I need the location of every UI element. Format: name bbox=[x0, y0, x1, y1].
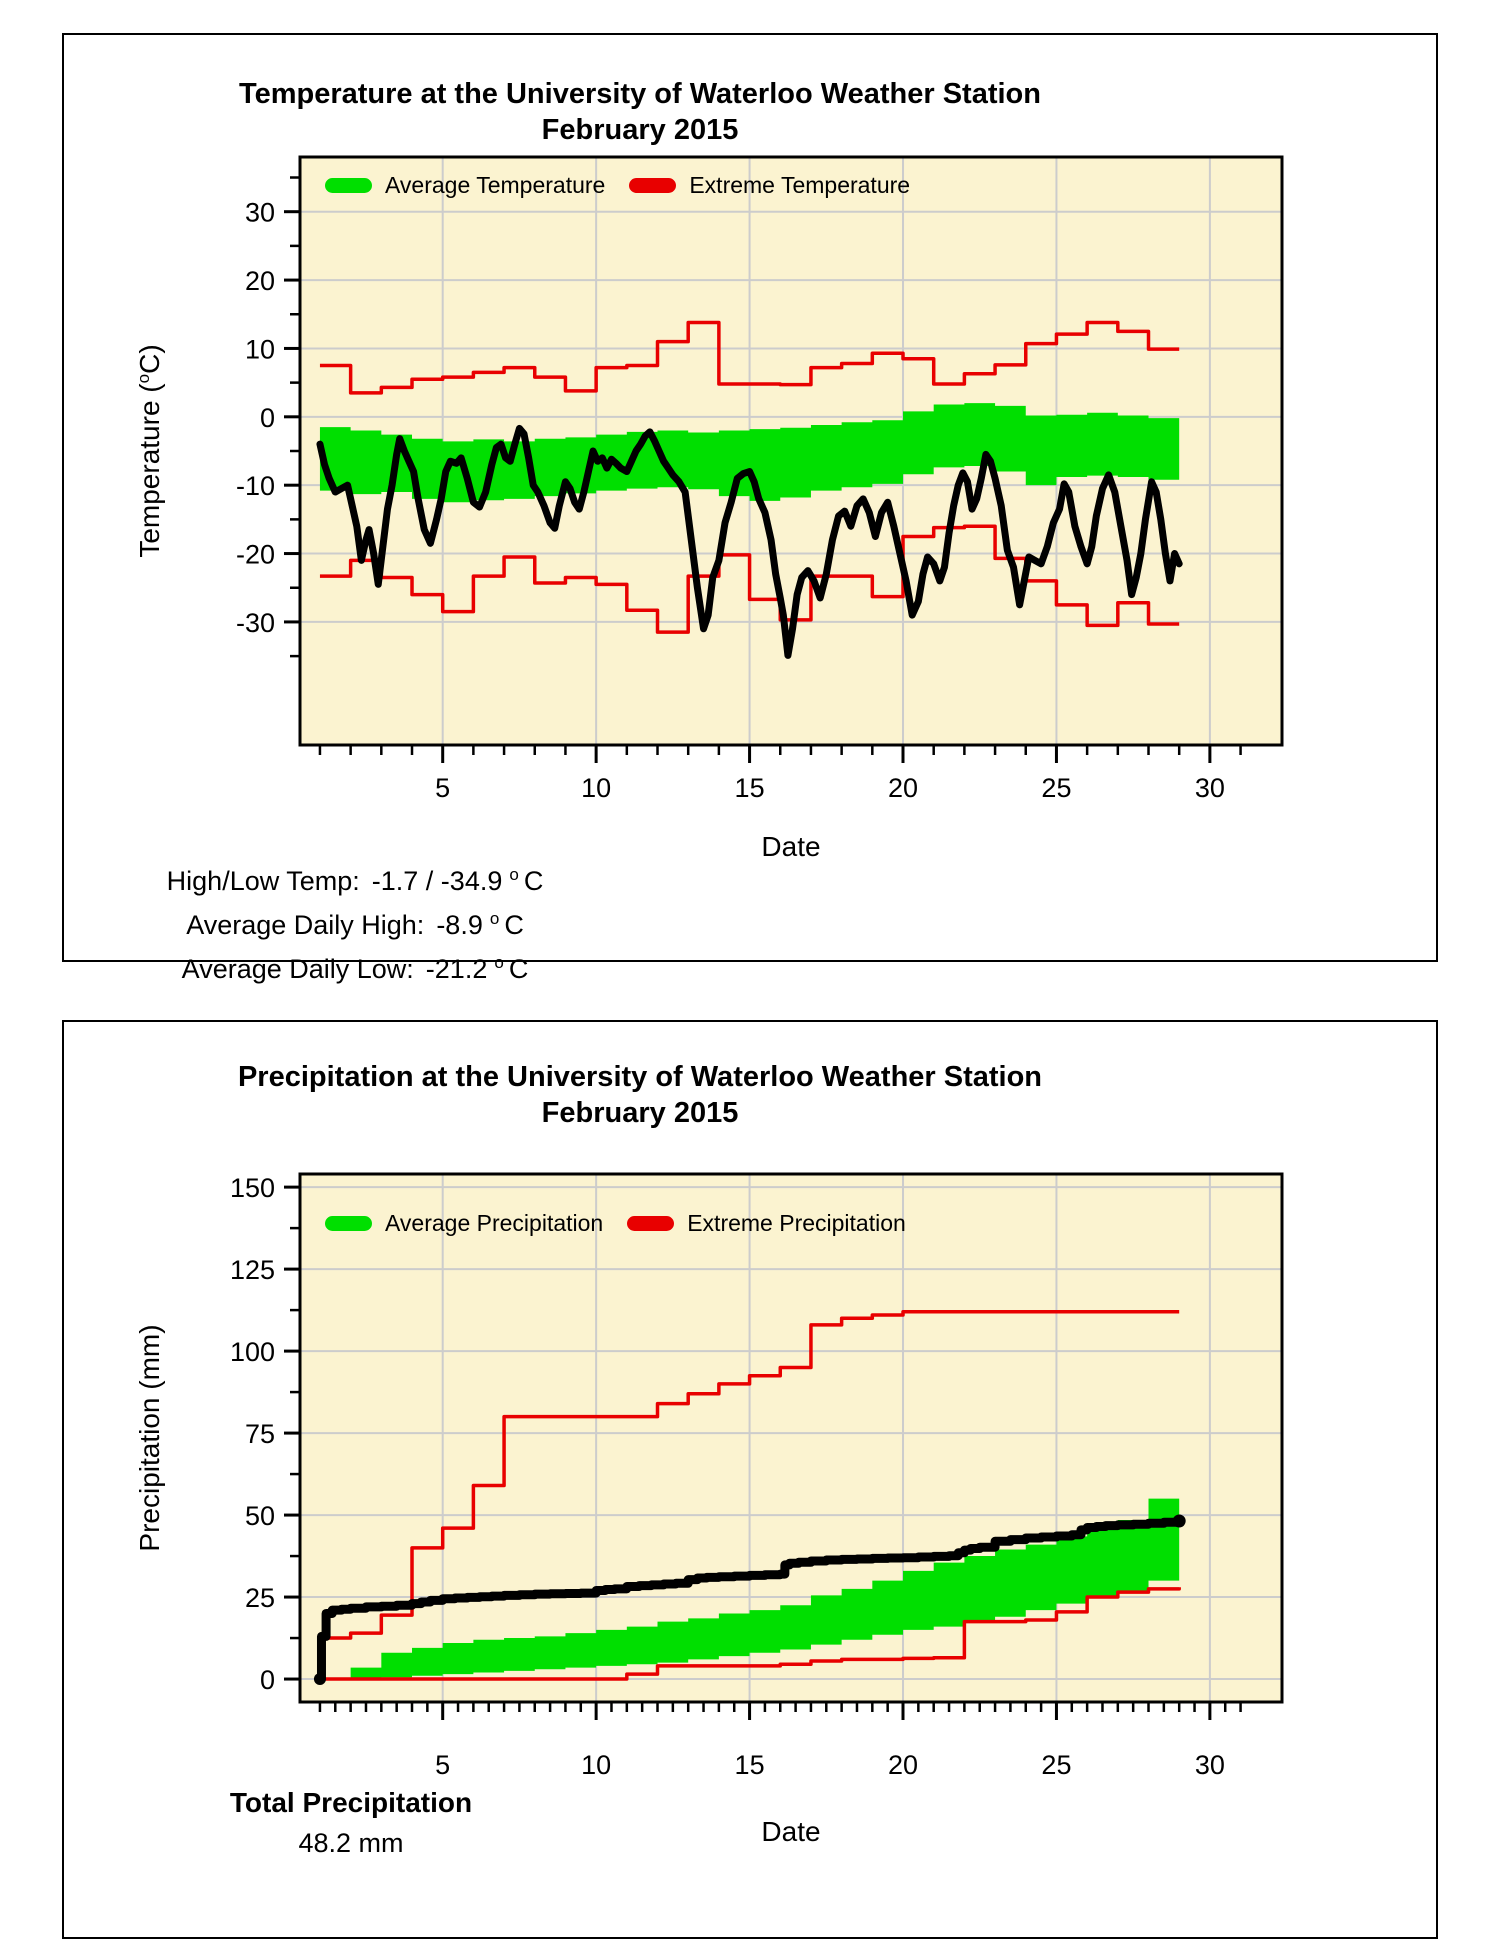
y-tick-label: 100 bbox=[229, 1337, 275, 1368]
x-tick-label: 15 bbox=[734, 773, 765, 803]
y-tick-label: 50 bbox=[244, 1501, 275, 1532]
average-daily-low-stat: Average Daily Low: -21.2 $^o$ C bbox=[181, 953, 529, 984]
x-tick-label: 5 bbox=[435, 773, 451, 803]
x-tick-label: 25 bbox=[1041, 1750, 1072, 1780]
precipitation-chart bbox=[229, 1173, 1282, 1780]
y-tick-label: 150 bbox=[229, 1173, 275, 1204]
extreme-temperature-legend-label: Extreme Temperature bbox=[689, 171, 911, 198]
x-tick-label: 25 bbox=[1041, 773, 1072, 803]
extreme-precipitation-swatch bbox=[627, 1216, 674, 1231]
extreme-temperature-swatch bbox=[629, 178, 676, 193]
y-tick-label: -10 bbox=[235, 471, 275, 502]
high-low-temp-stat: High/Low Temp: -1.7 / -34.9 $^o$ C bbox=[166, 865, 544, 896]
precipitation-total bbox=[181, 1782, 521, 1864]
temperature-x-axis-label: Date bbox=[761, 831, 821, 862]
average-precipitation-legend-label: Average Precipitation bbox=[385, 1209, 604, 1236]
temperature-panel bbox=[62, 33, 1438, 984]
precipitation-subtitle: February 2015 bbox=[541, 1097, 739, 1129]
x-tick-label: 30 bbox=[1194, 773, 1225, 803]
y-tick-label: -30 bbox=[235, 607, 275, 638]
precipitation-panel bbox=[62, 1020, 1438, 1939]
temperature-chart bbox=[235, 157, 1282, 803]
total-precipitation-value: 48.2 mm bbox=[298, 1828, 404, 1858]
y-tick-label: 75 bbox=[244, 1419, 275, 1450]
precipitation-x-axis-label: Date bbox=[761, 1816, 821, 1847]
average-temperature-swatch bbox=[325, 178, 372, 193]
y-tick-label: 0 bbox=[259, 402, 275, 433]
precipitation-title: Precipitation at the University of Waterloo Weather Station bbox=[237, 1061, 1043, 1093]
x-tick-label: 20 bbox=[887, 773, 919, 803]
y-tick-label: 30 bbox=[244, 197, 275, 228]
temperature-stats bbox=[120, 856, 590, 988]
x-tick-label: 5 bbox=[435, 1750, 451, 1780]
y-tick-label: 0 bbox=[259, 1665, 275, 1696]
average-daily-high-stat: Average Daily High: -8.9 $^o$ C bbox=[186, 909, 524, 940]
average-precipitation-swatch bbox=[325, 1216, 372, 1231]
cumulative-precipitation-start-dot bbox=[314, 1673, 326, 1685]
y-tick-label: 25 bbox=[244, 1583, 275, 1614]
temperature-legend bbox=[325, 170, 910, 200]
cumulative-precipitation-end-dot bbox=[1173, 1514, 1186, 1527]
temperature-subtitle: February 2015 bbox=[541, 114, 739, 146]
y-tick-label: 10 bbox=[244, 334, 275, 365]
x-tick-label: 20 bbox=[887, 1750, 919, 1780]
precipitation-legend bbox=[325, 1208, 906, 1238]
x-tick-label: 10 bbox=[581, 773, 612, 803]
total-precipitation-label: Total Precipitation bbox=[229, 1787, 473, 1818]
y-tick-label: 20 bbox=[244, 266, 275, 297]
extreme-precipitation-legend-label: Extreme Precipitation bbox=[687, 1209, 906, 1236]
average-temperature-legend-label: Average Temperature bbox=[385, 171, 606, 198]
y-tick-label: 125 bbox=[229, 1255, 275, 1286]
precipitation-y-axis-label: Precipitation (mm) bbox=[134, 1324, 165, 1552]
x-tick-label: 15 bbox=[734, 1750, 765, 1780]
x-tick-label: 30 bbox=[1194, 1750, 1225, 1780]
temperature-title: Temperature at the University of Waterloo Weather Station bbox=[239, 78, 1041, 110]
y-tick-label: -20 bbox=[235, 539, 275, 570]
x-tick-label: 10 bbox=[581, 1750, 612, 1780]
temperature-y-axis-label: Temperature ($^o$C) bbox=[133, 344, 166, 558]
